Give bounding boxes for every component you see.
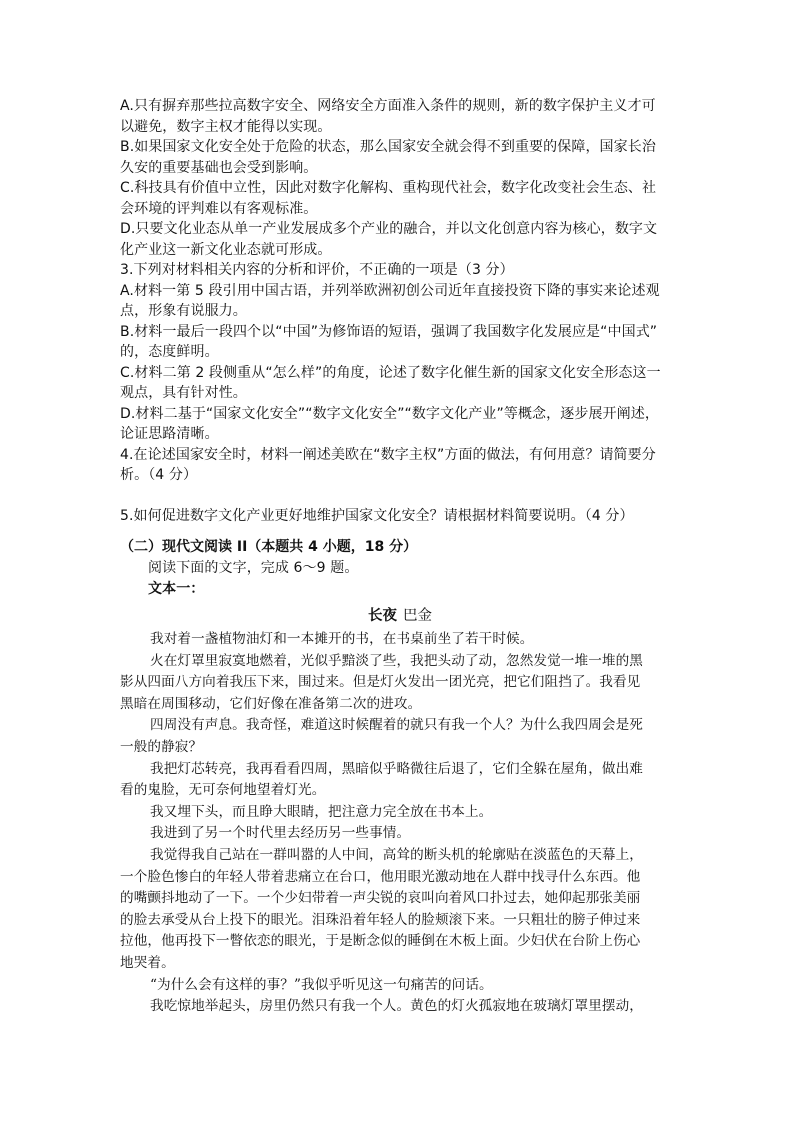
option-b <box>120 322 680 363</box>
text-line: 点，形象有说服力。 <box>120 303 247 319</box>
option-d <box>120 219 680 260</box>
text-line: 我对着一盏植物油灯和一本摊开的书，在书桌前坐了若干时候。 <box>150 631 534 647</box>
paragraph <box>120 715 680 758</box>
story-body <box>120 629 680 1018</box>
text-line: D.材料二基于“国家文化安全”“数字文化安全”“数字文化产业”等概念，逐步展开阐述， <box>120 405 659 422</box>
paragraph <box>120 629 680 651</box>
text-line: D.只要文化业态从单一产业发展成多个产业的融合，并以文化创意内容为核心，数字文 <box>120 221 658 237</box>
paragraph <box>120 996 680 1018</box>
text-line: 看的鬼脸，无可奈何地望着灯光。 <box>120 782 326 799</box>
text-line: 四周没有声息。我奇怪，难道这时候醒着的就只有我一个人？为什么我四周会是死 <box>150 717 643 734</box>
q2-options <box>120 96 680 260</box>
option-b <box>120 137 680 178</box>
text-line: 一般的静寂？ <box>120 738 203 755</box>
paragraph <box>120 651 680 716</box>
text-line: 会环境的评判难以有客观标准。 <box>120 200 318 217</box>
text-line: 我把灯芯转亮，我再看看四周，黑暗似乎略微往后退了，它们全躲在屋角，做出难 <box>150 760 643 777</box>
text-line: 析。（4 分） <box>120 467 198 483</box>
section-title: （二）现代文阅读 II（本题共 4 小题，18 分） <box>120 539 418 555</box>
question-stem: 3.下列对材料相关内容的分析和评价，不正确的一项是（3 分） <box>120 262 514 278</box>
text-line: C.材料二第 2 段侧重从“怎么样”的角度，论述了数字化催生新的国家文化安全形态这一 <box>120 364 661 381</box>
text-line: 我觉得我自己站在一群叫嚣的人中间，高耸的断头机的轮廓贴在淡蓝色的天幕上， <box>150 846 643 863</box>
paragraph <box>120 845 680 975</box>
text-line: A.材料一第 5 段引用中国古语，并列举欧洲初创公司近年直接投资下降的事实来论述观 <box>120 282 660 299</box>
spacer <box>120 486 680 506</box>
paragraph <box>120 802 680 824</box>
document-page <box>120 96 680 1018</box>
text-line: 火在灯罩里寂寞地燃着，光似乎黯淡了些，我把头动了动，忽然发觉一堆一堆的黑 <box>150 652 643 669</box>
question-4 <box>120 445 680 486</box>
option-c <box>120 363 680 404</box>
text-line: 我吃惊地举起头，房里仍然只有我一个人。黄色的灯火孤寂地在玻璃灯罩里摆动， <box>150 998 643 1015</box>
text-line: 影从四面八方向着我压下来，围过来。但是灯火发出一团光亮，把它们阻挡了。我看见 <box>120 674 641 691</box>
text-line: 我进到了另一个时代里去经历另一些事情。 <box>150 825 411 842</box>
text-line: A.只有摒弃那些拉高数字安全、网络安全方面准入条件的规则，新的数字保护主义才可 <box>120 98 656 114</box>
story-title-text: 长夜 <box>368 608 397 624</box>
text-line: C.科技具有价值中立性，因此对数字化解构、重构现代社会，数字化改变社会生态、社 <box>120 180 657 196</box>
text-line: 的脸去承受从台上投下的眼光。泪珠沿着年轻人的脸颊滚下来。一只粗壮的膀子伸过来 <box>120 911 641 928</box>
option-a <box>120 281 680 322</box>
option-a <box>120 96 680 137</box>
reading-instruction: 阅读下面的文字，完成 6～9 题。 <box>148 560 359 576</box>
text-line: 我又埋下头，而且睁大眼睛，把注意力完全放在书本上。 <box>150 803 493 820</box>
option-c <box>120 178 680 219</box>
paragraph <box>120 759 680 802</box>
text-line: “为什么会有这样的事？”我似乎听见这一句痛苦的问话。 <box>150 976 493 993</box>
text-line: 地哭着。 <box>120 954 175 971</box>
text-line: 的，态度鲜明。 <box>120 344 219 360</box>
text-line: B.如果国家文化安全处于危险的状态，那么国家安全就会得不到重要的保障，国家长治 <box>120 139 656 155</box>
option-d <box>120 404 680 445</box>
text-label: 文本一： <box>148 580 205 597</box>
text-line: 观点，具有针对性。 <box>120 385 247 401</box>
text-line: 久安的重要基础也会受到影响。 <box>120 159 318 176</box>
paragraph <box>120 823 680 845</box>
text-line: 黑暗在周围移动，它们好像在准备第二次的进攻。 <box>120 695 422 712</box>
text-line: 拉他，他再投下一瞥依恋的眼光，于是断念似的睡倒在木板上面。少妇伏在台阶上伤心 <box>120 933 641 950</box>
paragraph <box>120 975 680 997</box>
story-author: 巴金 <box>403 608 432 624</box>
text-line: B.材料一最后一段四个以“中国”为修饰语的短语，强调了我国数字化发展应是“中国式” <box>120 323 658 340</box>
text-line: 4.在论述国家安全时，材料一阐述美欧在“数字主权”方面的做法，有何用意？请简要分 <box>120 446 656 463</box>
text-line: 一个脸色惨白的年轻人带着悲痛立在台口，他用眼光激动地在人群中找寻什么东西。他 <box>120 868 641 885</box>
text-line: 化产业这一新文化业态就可形成。 <box>120 241 332 258</box>
text-line: 论证思路清晰。 <box>120 426 219 442</box>
question-3 <box>120 260 680 445</box>
story-title <box>120 603 680 629</box>
text-line: 的嘴颤抖地动了一下。一个少妇带着一声尖锐的哀叫向着风口扑过去，她仰起那张美丽 <box>120 890 641 907</box>
question-5: 5.如何促进数字文化产业更好地维护国家文化安全？请根据材料简要说明。（4 分） <box>120 507 634 524</box>
text-line: 以避免，数字主权才能得以实现。 <box>120 118 332 135</box>
